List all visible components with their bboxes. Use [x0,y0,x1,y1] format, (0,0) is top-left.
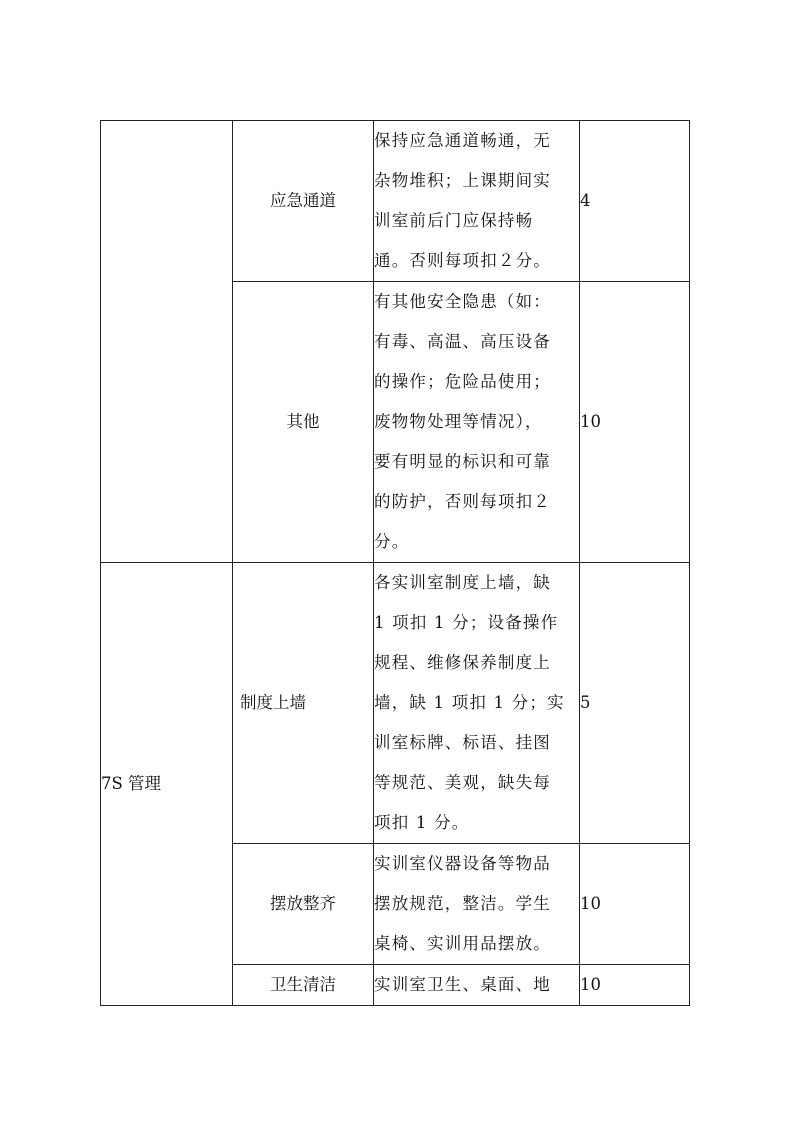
item-label: 应急通道 [270,191,336,210]
item-cell [233,121,374,282]
description-line: 摆放规范，整洁。学生 [374,894,551,913]
score-value: 5 [580,693,591,712]
description-line: 保持应急通道畅通，无 [374,131,551,150]
description-line: 有毒、高温、高压设备 [374,332,551,351]
description-cell [374,563,580,844]
score-value: 10 [580,975,601,994]
item-cell [233,965,374,1006]
item-cell [233,844,374,965]
table-row [101,563,690,844]
description-line: 等规范、美观，缺失每 [374,773,551,792]
description-line: 杂物堆积；上课期间实 [374,171,551,190]
item-label: 制度上墙 [240,693,306,712]
description-cell [374,844,580,965]
description-cell [374,121,580,282]
item-label: 摆放整齐 [270,894,336,913]
description-line: 废物物处理等情况）， [374,412,543,431]
description-line: 有其他安全隐患（如： [374,292,551,311]
score-cell [580,965,690,1006]
description-line: 训室标牌、标语、挂图 [374,733,551,752]
item-label: 卫生清洁 [270,975,336,994]
description-line: 项扣 1 分。 [374,813,470,832]
description-line: 实训室仪器设备等物品 [374,854,551,873]
description-cell [374,965,580,1006]
description-line: 通。否则每项扣２分。 [374,251,551,270]
description-cell [374,282,580,563]
score-value: 10 [580,894,601,913]
score-cell [580,844,690,965]
description-line: 分。 [374,532,410,551]
description-line: 1 项扣 1 分；设备操作 [374,613,559,632]
description-line: 桌椅、实训用品摆放。 [374,934,551,953]
score-value: 4 [580,191,591,210]
scoring-table [100,120,690,1006]
item-cell [233,563,374,844]
description-line: 墙，缺 1 项扣 1 分；实 [374,693,565,712]
score-value: 10 [580,412,601,431]
table-row [101,121,690,282]
score-cell [580,282,690,563]
category-label: 7S 管理 [101,774,162,793]
description-line: 的防护，否则每项扣２ [374,492,551,511]
description-line: 各实训室制度上墙，缺 [374,573,551,592]
description-line: 规程、维修保养制度上 [374,653,551,672]
score-cell [580,563,690,844]
category-cell-empty [101,121,233,563]
item-cell [233,282,374,563]
item-label: 其他 [286,412,320,431]
score-cell [580,121,690,282]
description-line: 训室前后门应保持畅 [374,211,534,230]
description-line: 的操作；危险品使用； [374,372,551,391]
description-line: 实训室卫生、桌面、地 [374,975,551,994]
description-line: 要有明显的标识和可靠 [374,452,551,471]
category-cell [101,563,233,1006]
